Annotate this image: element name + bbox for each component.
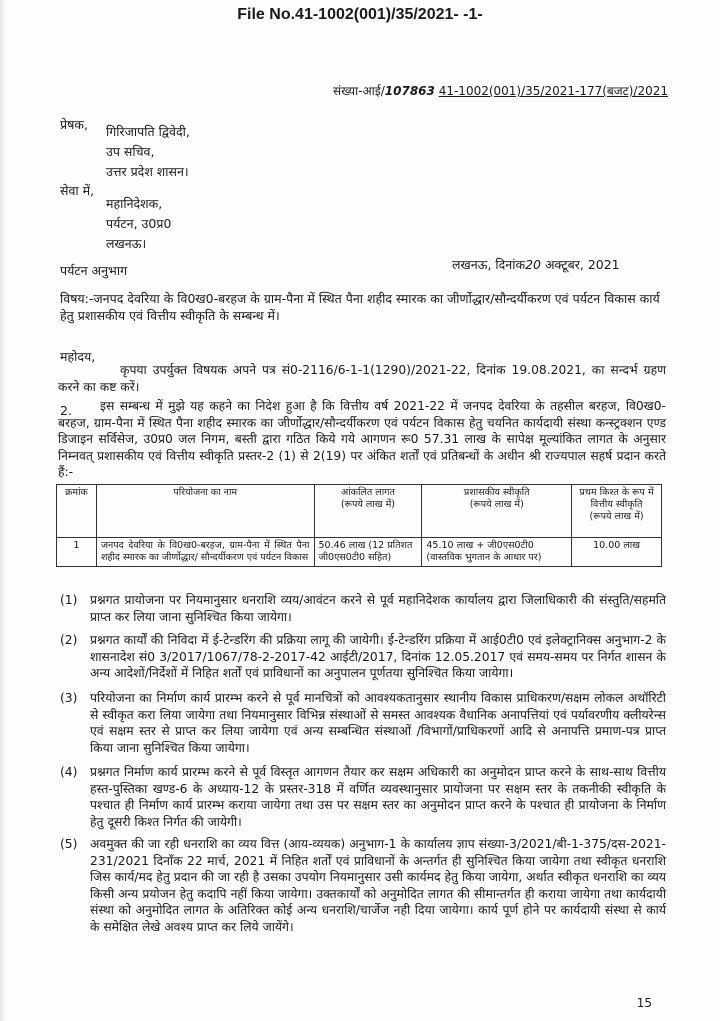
condition-text: अवमुक्त की जा रही धनराशि का व्यय वित्त (आय-व्ययक) अनुभाग-1 के कार्यालय ज्ञाप संख्या-3/2021/बी-1-375/दस-2021-231/2021 दिनाँक 22 मार्च, 2021 में निहित शर्तों एवं प्राविधानों के अन्तर्गत ही सुनिश्चित किया जायेगा तथा स्वीकृत धनराशि जिस कार्य/मद हेतु प्रदान की जा रही है उसका उपयोग नियमानुसार उसी कार्यमद हेतु किया जायेगा, अर्थात स्वीकृत धनराशि का व्यय किसी अन्य प्रयोजन हेतु कदापि नहीं किया जायेगा। उक्तकार्यों को अनुमोदित लागत की सीमान्तर्गत ही कराया जायेगा तथा कार्यदायी संस्था को अनुमोदित लागत के अतिरिक्त कोई अन्य धनराशि/चार्जेज नही दिया जायेगा। कार्य पूर्ण होने पर कार्यदायी संस्था से कार्य के समेक्षित लेखे अवश्य प्राप्त कर लिये जायेंगे। bbox=[90, 837, 666, 934]
table-cell: 10.00 लाख bbox=[572, 538, 662, 567]
reference-handwritten-number: 107863 bbox=[384, 84, 435, 98]
date-day: 20 bbox=[525, 257, 541, 272]
scan-edge bbox=[0, 0, 6, 1021]
sanction-table bbox=[56, 484, 662, 567]
reference-prefix: संख्या-आई/ bbox=[333, 84, 385, 98]
recipient-designation: महानिदेशक, bbox=[106, 196, 163, 211]
page-number: 15 bbox=[636, 996, 652, 1010]
recipient-office: पर्यटन, उ0प्र0 bbox=[106, 216, 172, 231]
sender-label: प्रेषक, bbox=[60, 117, 88, 132]
condition-text: परियोजना का निर्माण कार्य प्रारम्भ करने से पूर्व मानचित्रों को आवश्यकतानुसार स्थानीय विकास प्राधिकरण/सक्षम लोकल अथॉरिटी से स्वीकृत करा लिया जायेगा तथा नियमानुसार विभिन्न संस्थाओं से समस्त आवश्यक वैधानिक अनापत्तियां एवं पर्यावरणीय क्लीयरेन्स एवं सक्षम स्तर से प्राप्त कर लिया जायेगा एवं अन्य सम्बन्धित संस्थाओं /विभागों/प्राधिकरणों आदि से अनापत्ति प्रमाण-पत्र प्राप्त किया जाना सुनिश्चित किया जायेगा। bbox=[90, 691, 666, 755]
recipient-city: लखनऊ। bbox=[106, 236, 147, 251]
condition-item bbox=[60, 690, 666, 756]
salutation: महोदय, bbox=[60, 349, 96, 364]
subject-line: विषय:-जनपद देवरिया के वि0ख0-बरहज के ग्राम-पैना में स्थित पैना शहीद स्मारक का जीर्णोद्धार/सौन्दर्यीकरण एवं पर्यटन विकास कार्य हेतु प्रशासकीय एवं वित्तीय स्वीकृति के सम्बन्ध में। bbox=[60, 291, 660, 323]
condition-text: प्रश्नगत निर्माण कार्य प्रारम्भ करने से पूर्व विस्तृत आगणन तैयार कर सक्षम अधिकारी का अनुमोदन प्राप्त करने के साथ-साथ वित्तीय हस्त-पुस्तिका खण्ड-6 के अध्याय-12 के प्रस्तर-318 में वर्णित व्यवस्थानुसार प्रायोजना पर सक्षम स्तर के तकनीकी स्वीकृति के पश्चात ही निर्माण कार्य प्रारम्भ कराया जायेगा तथा उस पर सक्षम स्तर का अनुमोदन प्राप्त करने के पश्चात ही प्रायोजना के निर्माण हेतु दूसरी किश्त निर्गत की जायेगी। bbox=[90, 765, 666, 829]
reference-suffix: 41-1002(001)/35/2021-177(बजट)/2021 bbox=[438, 84, 668, 98]
condition-item bbox=[60, 836, 666, 935]
table-header-cell: प्रशासकीय स्वीकृति (रूपये लाख में) bbox=[422, 485, 572, 538]
table-row bbox=[57, 538, 662, 567]
paragraph-1: कृपया उपर्युक्त विषयक अपने पत्र सं0-2116/6-1-1(1290)/2021-22, दिनांक 19.08.2021, का सन्दर्भ ग्रहण करने का कष्ट करें। bbox=[58, 363, 666, 394]
recipient-block bbox=[106, 194, 171, 254]
condition-number: (1) bbox=[60, 593, 78, 607]
table-cell: 1 bbox=[57, 538, 97, 567]
recipient-label: सेवा में, bbox=[60, 183, 95, 198]
condition-text: प्रश्नगत प्रायोजना पर नियमानुसार धनराशि व्यय/आवंटन करने से पूर्व महानिदेशक कार्यालय द्वारा जिलाधिकारी की संस्तुति/सहमति प्राप्त कर लिया जाना सुनिश्चित किया जायेगा। bbox=[90, 593, 666, 624]
condition-text: प्रश्नगत कार्यों की निविदा में ई-टेन्डरिंग की प्रक्रिया लागू की जायेगी। ई-टेन्डरिंग प्रक्रिया में आई0टी0 एवं इलेक्ट्रानिक्स अनुभाग-2 के शासनादेश सं0 3/2017/1067/78-2-2017-42 आईटी/2017, दिनांक 12.05.2017 एवं समय-समय पर निर्गत शासन के अन्य आदेशों/निर्देशों में निहित शर्तों एवं प्राविधानों का अनुपालन पूर्णतया सुनिश्चित किया जायेगा। bbox=[90, 633, 666, 680]
table-header-cell: आंकलित लागत (रूपये लाख में) bbox=[314, 485, 422, 538]
condition-number: (4) bbox=[60, 765, 78, 779]
date-prefix: लखनऊ, दिनांक bbox=[452, 257, 526, 272]
file-number-header: File No.41-1002(001)/35/2021- -1- bbox=[237, 6, 483, 23]
letter-date bbox=[452, 256, 620, 273]
paragraph-2: इस सम्बन्ध में मुझे यह कहने का निदेश हुआ है कि वित्तीय वर्ष 2021-22 में जनपद देवरिया के तहसील बरहज, वि0ख0-बरहज, ग्राम-पैना में स्थित पैना शहीद स्मारक का जीर्णोद्धार/सौन्दर्यीकरण एवं पर्यटन विकास हेतु चयनित कार्यदायी संस्था कन्स्ट्रक्शन एण्ड डिजाइन सर्विसेज, उ0प्र0 जल निगम, बस्ती द्वारा गठित किये गये आगणन रू0 57.31 लाख के सापेक्ष मूल्यांकित लागत के अनुसार निम्नवत् प्रशासकीय एवं वित्तीय स्वीकृति प्रस्तर-2 (1) से 2(19) पर अंकित शर्तों एवं प्रतिबन्धों के अधीन श्री राज्यपाल सहर्ष प्रदान करते हैं:- bbox=[58, 399, 666, 479]
table-header-row bbox=[57, 485, 662, 538]
table-cell: 50.46 लाख (12 प्रतिशत जी0एस0टी0 सहित) bbox=[314, 538, 422, 567]
condition-number: (5) bbox=[60, 837, 78, 851]
date-month-year: अक्टूबर, 2021 bbox=[544, 257, 620, 272]
table-cell: 45.10 लाख + जी0एस0टी0 (वास्तविक भुगतान के आधार पर) bbox=[422, 538, 572, 567]
sender-block bbox=[106, 122, 190, 182]
table-cell: जनपद देवरिया के वि0ख0-बरहज, ग्राम-पैना में स्थित पैना शहीद स्मारक का जीर्णोद्धार/ सौन्दर्यीकरण एवं पर्यटन विकास bbox=[96, 538, 314, 567]
reference-number bbox=[333, 82, 668, 99]
table-header-cell: प्रथम किश्त के रूप में वित्तीय स्वीकृति (रूपये लाख में) bbox=[572, 485, 662, 538]
sender-name: गिरिजापति द्विवेदी, bbox=[106, 124, 190, 139]
sender-designation: उप सचिव, bbox=[106, 144, 155, 159]
paragraph-2-number: 2. bbox=[60, 403, 72, 418]
table-header-cell: क्रमांक bbox=[57, 485, 97, 538]
condition-number: (2) bbox=[60, 633, 78, 647]
sender-office: उत्तर प्रदेश शासन। bbox=[106, 164, 189, 179]
condition-item bbox=[60, 764, 666, 830]
section-name: पर्यटन अनुभाग bbox=[60, 263, 128, 278]
condition-number: (3) bbox=[60, 691, 78, 705]
condition-item bbox=[60, 592, 666, 625]
table-header-cell: परियोजना का नाम bbox=[96, 485, 314, 538]
condition-item bbox=[60, 632, 666, 682]
